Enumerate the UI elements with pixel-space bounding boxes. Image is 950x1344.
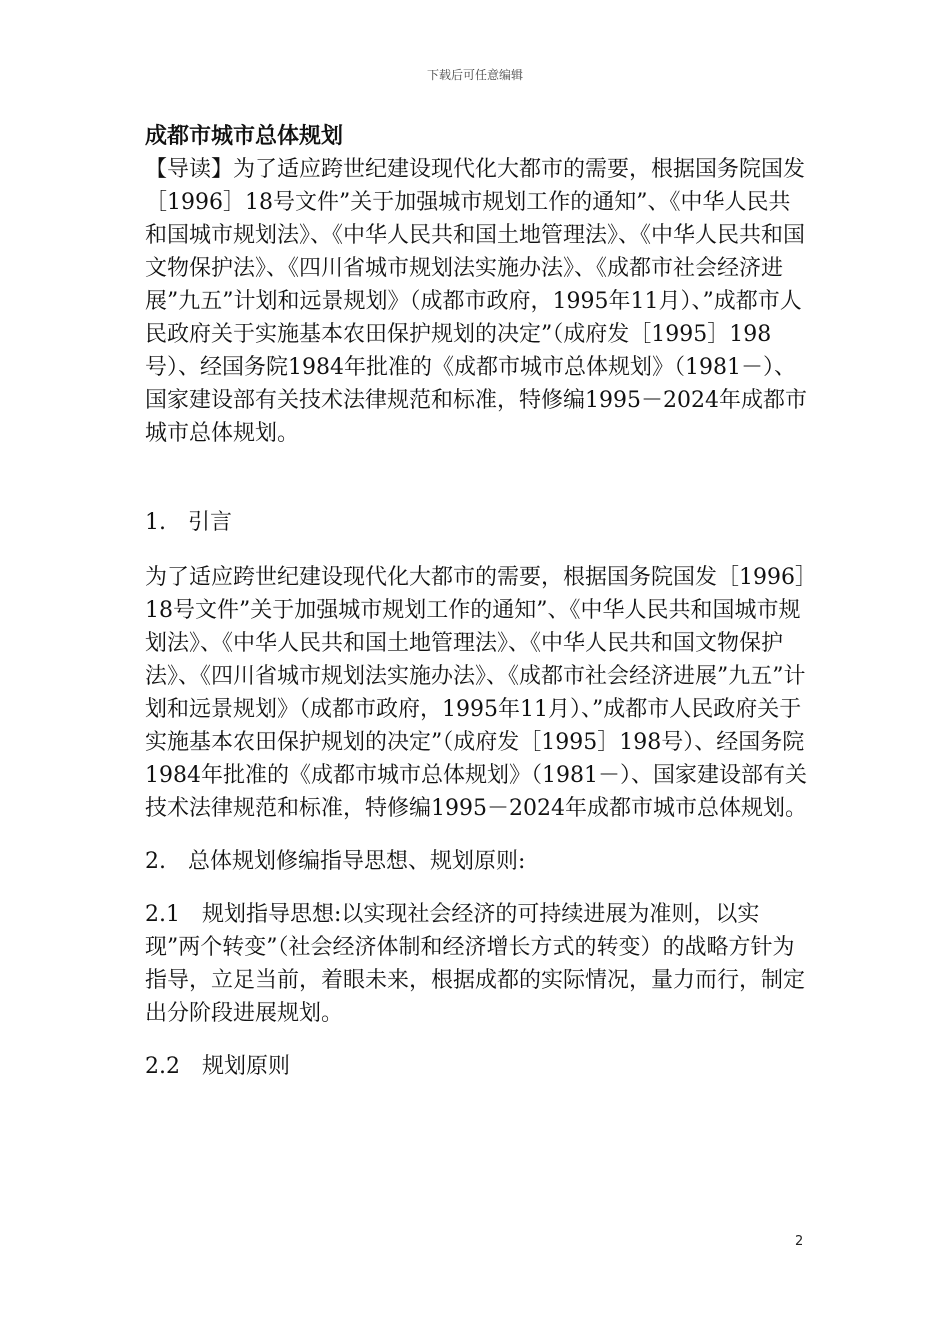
section-2-2-heading: 2.2 规划原则 [145, 1054, 290, 1079]
page-header-note: 下载后可任意编辑 [426, 68, 523, 82]
document-title: 成都市城市总体规划 [145, 124, 344, 149]
section-1-heading: 1. 引言 [145, 510, 232, 535]
section-1-paragraph: 为了适应跨世纪建设现代化大都市的需要，根据国务院国发［1996］18号文件”关于加强城市规划工作的通知”、《中华人民共和国城市规划法》、《中华人民共和国土地管理法》、《中华人民共和国文物保护法》、《四川省城市规划法实施办法》、《成都市社会经济进展”九五”计划和远景规划》（成都市政府，1995年11月）、”成都市人民政府关于实施基本农田保护规划的决定”（成府发［1995］198号）、经国务院1984年批准的《成都市城市总体规划》（1981－）、国家建设部有关技术法律规范和标准，特修编1995－2024年成都市城市总体规划。 [145, 565, 807, 821]
intro-paragraph: 【导读】为了适应跨世纪建设现代化大都市的需要，根据国务院国发［1996］18号文件”关于加强城市规划工作的通知”、《中华人民共和国城市规划法》、《中华人民共和国土地管理法》、《中华人民共和国文物保护法》、《四川省城市规划法实施办法》、《成都市社会经济进展”九五”计划和远景规划》（成都市政府，1995年11月）、”成都市人民政府关于实施基本农田保护规划的决定”（成府发［1995］198号）、经国务院1984年批准的《成都市城市总体规划》（1981－）、国家建设部有关技术法律规范和标准，特修编1995－2024年成都市城市总体规划。 [145, 157, 807, 446]
section-2-1-paragraph: 2.1 规划指导思想:以实现社会经济的可持续进展为准则，以实现”两个转变”（社会经济体制和经济增长方式的转变）的战略方针为指导，立足当前，着眼未来，根据成都的实际情况，量力而行，制定出分阶段进展规划。 [145, 902, 806, 1026]
page-number: 2 [795, 1234, 804, 1249]
document-body [145, 120, 810, 1083]
section-2-heading: 2. 总体规划修编指导思想、规划原则: [145, 849, 526, 874]
